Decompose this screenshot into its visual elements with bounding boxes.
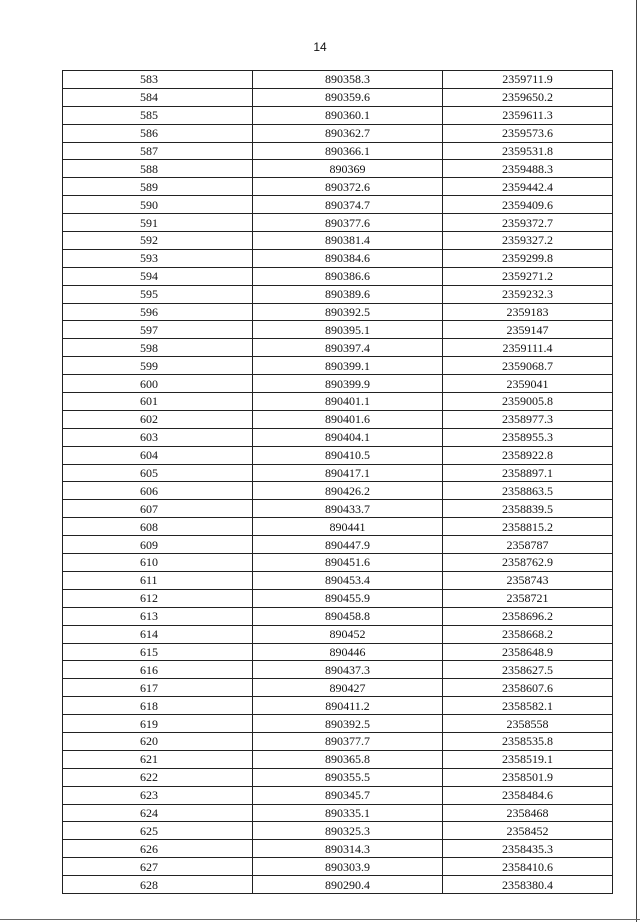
point-number-cell: 586 — [63, 124, 253, 142]
point-number-cell: 592 — [63, 232, 253, 250]
table-row — [63, 625, 613, 643]
y-coordinate-cell: 2358815.2 — [443, 518, 613, 536]
point-number-cell: 618 — [63, 697, 253, 715]
y-coordinate-cell: 2358839.5 — [443, 500, 613, 518]
table-row — [63, 303, 613, 321]
table-row — [63, 732, 613, 750]
table-row — [63, 285, 613, 303]
table-row — [63, 697, 613, 715]
point-number-cell: 591 — [63, 214, 253, 232]
point-number-cell: 622 — [63, 768, 253, 786]
point-number-cell: 605 — [63, 464, 253, 482]
table-row — [63, 357, 613, 375]
table-row — [63, 410, 613, 428]
table-row — [63, 518, 613, 536]
y-coordinate-cell: 2359442.4 — [443, 178, 613, 196]
point-number-cell: 610 — [63, 554, 253, 572]
x-coordinate-cell: 890446 — [253, 643, 443, 661]
point-number-cell: 598 — [63, 339, 253, 357]
y-coordinate-cell: 2359573.6 — [443, 124, 613, 142]
x-coordinate-cell: 890362.7 — [253, 124, 443, 142]
y-coordinate-cell: 2358863.5 — [443, 482, 613, 500]
y-coordinate-cell: 2358380.4 — [443, 876, 613, 894]
x-coordinate-cell: 890399.9 — [253, 375, 443, 393]
point-number-cell: 587 — [63, 142, 253, 160]
table-row — [63, 178, 613, 196]
table-row — [63, 786, 613, 804]
point-number-cell: 616 — [63, 661, 253, 679]
point-number-cell: 626 — [63, 840, 253, 858]
y-coordinate-cell: 2358582.1 — [443, 697, 613, 715]
table-row — [63, 554, 613, 572]
y-coordinate-cell: 2358762.9 — [443, 554, 613, 572]
y-coordinate-cell: 2358696.2 — [443, 607, 613, 625]
point-number-cell: 624 — [63, 804, 253, 822]
x-coordinate-cell: 890401.6 — [253, 410, 443, 428]
x-coordinate-cell: 890404.1 — [253, 428, 443, 446]
x-coordinate-cell: 890401.1 — [253, 393, 443, 411]
table-row — [63, 607, 613, 625]
table-row — [63, 589, 613, 607]
y-coordinate-cell: 2358787 — [443, 536, 613, 554]
table-row — [63, 804, 613, 822]
table-row — [63, 840, 613, 858]
y-coordinate-cell: 2358501.9 — [443, 768, 613, 786]
x-coordinate-cell: 890384.6 — [253, 249, 443, 267]
y-coordinate-cell: 2358435.3 — [443, 840, 613, 858]
y-coordinate-cell: 2359183 — [443, 303, 613, 321]
x-coordinate-cell: 890392.5 — [253, 303, 443, 321]
x-coordinate-cell: 890397.4 — [253, 339, 443, 357]
y-coordinate-cell: 2359611.3 — [443, 106, 613, 124]
point-number-cell: 602 — [63, 410, 253, 428]
y-coordinate-cell: 2358897.1 — [443, 464, 613, 482]
point-number-cell: 597 — [63, 321, 253, 339]
point-number-cell: 608 — [63, 518, 253, 536]
x-coordinate-cell: 890392.5 — [253, 715, 443, 733]
point-number-cell: 601 — [63, 393, 253, 411]
x-coordinate-cell: 890365.8 — [253, 750, 443, 768]
y-coordinate-cell: 2358648.9 — [443, 643, 613, 661]
point-number-cell: 596 — [63, 303, 253, 321]
point-number-cell: 599 — [63, 357, 253, 375]
y-coordinate-cell: 2359299.8 — [443, 249, 613, 267]
point-number-cell: 604 — [63, 446, 253, 464]
table-row — [63, 464, 613, 482]
x-coordinate-cell: 890452 — [253, 625, 443, 643]
x-coordinate-cell: 890345.7 — [253, 786, 443, 804]
x-coordinate-cell: 890360.1 — [253, 106, 443, 124]
x-coordinate-cell: 890458.8 — [253, 607, 443, 625]
y-coordinate-cell: 2358977.3 — [443, 410, 613, 428]
x-coordinate-cell: 890410.5 — [253, 446, 443, 464]
point-number-cell: 612 — [63, 589, 253, 607]
y-coordinate-cell: 2359041 — [443, 375, 613, 393]
table-row — [63, 679, 613, 697]
table-row — [63, 232, 613, 250]
x-coordinate-cell: 890366.1 — [253, 142, 443, 160]
y-coordinate-cell: 2358922.8 — [443, 446, 613, 464]
x-coordinate-cell: 890314.3 — [253, 840, 443, 858]
y-coordinate-cell: 2358743 — [443, 571, 613, 589]
point-number-cell: 583 — [63, 71, 253, 89]
table-row — [63, 768, 613, 786]
table-row — [63, 500, 613, 518]
y-coordinate-cell: 2358558 — [443, 715, 613, 733]
x-coordinate-cell: 890381.4 — [253, 232, 443, 250]
x-coordinate-cell: 890395.1 — [253, 321, 443, 339]
x-coordinate-cell: 890426.2 — [253, 482, 443, 500]
table-row — [63, 267, 613, 285]
table-row — [63, 482, 613, 500]
y-coordinate-cell: 2359147 — [443, 321, 613, 339]
x-coordinate-cell: 890433.7 — [253, 500, 443, 518]
point-number-cell: 600 — [63, 375, 253, 393]
y-coordinate-cell: 2358535.8 — [443, 732, 613, 750]
table-row — [63, 571, 613, 589]
table-row — [63, 124, 613, 142]
y-coordinate-cell: 2359068.7 — [443, 357, 613, 375]
table-row — [63, 715, 613, 733]
y-coordinate-cell: 2359409.6 — [443, 196, 613, 214]
point-number-cell: 595 — [63, 285, 253, 303]
y-coordinate-cell: 2359232.3 — [443, 285, 613, 303]
table-row — [63, 822, 613, 840]
table-row — [63, 214, 613, 232]
y-coordinate-cell: 2358607.6 — [443, 679, 613, 697]
point-number-cell: 588 — [63, 160, 253, 178]
point-number-cell: 593 — [63, 249, 253, 267]
y-coordinate-cell: 2359005.8 — [443, 393, 613, 411]
y-coordinate-cell: 2358721 — [443, 589, 613, 607]
table-row — [63, 446, 613, 464]
y-coordinate-cell: 2359327.2 — [443, 232, 613, 250]
x-coordinate-cell: 890453.4 — [253, 571, 443, 589]
point-number-cell: 594 — [63, 267, 253, 285]
table-row — [63, 339, 613, 357]
point-number-cell: 628 — [63, 876, 253, 894]
x-coordinate-cell: 890325.3 — [253, 822, 443, 840]
point-number-cell: 619 — [63, 715, 253, 733]
point-number-cell: 590 — [63, 196, 253, 214]
x-coordinate-cell: 890455.9 — [253, 589, 443, 607]
y-coordinate-cell: 2358410.6 — [443, 858, 613, 876]
x-coordinate-cell: 890303.9 — [253, 858, 443, 876]
point-number-cell: 613 — [63, 607, 253, 625]
table-row — [63, 106, 613, 124]
point-number-cell: 607 — [63, 500, 253, 518]
table-row — [63, 876, 613, 894]
y-coordinate-cell: 2359531.8 — [443, 142, 613, 160]
point-number-cell: 585 — [63, 106, 253, 124]
y-coordinate-cell: 2359372.7 — [443, 214, 613, 232]
point-number-cell: 584 — [63, 88, 253, 106]
x-coordinate-cell: 890451.6 — [253, 554, 443, 572]
point-number-cell: 614 — [63, 625, 253, 643]
table-row — [63, 375, 613, 393]
table-row — [63, 160, 613, 178]
x-coordinate-cell: 890411.2 — [253, 697, 443, 715]
point-number-cell: 621 — [63, 750, 253, 768]
y-coordinate-cell: 2359488.3 — [443, 160, 613, 178]
y-coordinate-cell: 2359271.2 — [443, 267, 613, 285]
table-row — [63, 321, 613, 339]
page-edge-right — [636, 0, 637, 922]
x-coordinate-cell: 890372.6 — [253, 178, 443, 196]
table-row — [63, 750, 613, 768]
x-coordinate-cell: 890437.3 — [253, 661, 443, 679]
y-coordinate-cell: 2359650.2 — [443, 88, 613, 106]
x-coordinate-cell: 890335.1 — [253, 804, 443, 822]
y-coordinate-cell: 2358452 — [443, 822, 613, 840]
x-coordinate-cell: 890447.9 — [253, 536, 443, 554]
x-coordinate-cell: 890417.1 — [253, 464, 443, 482]
coordinates-table — [62, 70, 613, 894]
y-coordinate-cell: 2359111.4 — [443, 339, 613, 357]
point-number-cell: 625 — [63, 822, 253, 840]
point-number-cell: 620 — [63, 732, 253, 750]
table-row — [63, 661, 613, 679]
page-number: 14 — [313, 40, 327, 54]
point-number-cell: 589 — [63, 178, 253, 196]
y-coordinate-cell: 2359711.9 — [443, 71, 613, 89]
x-coordinate-cell: 890374.7 — [253, 196, 443, 214]
point-number-cell: 611 — [63, 571, 253, 589]
x-coordinate-cell: 890389.6 — [253, 285, 443, 303]
point-number-cell: 615 — [63, 643, 253, 661]
x-coordinate-cell: 890369 — [253, 160, 443, 178]
coordinates-table-body — [63, 71, 613, 894]
table-row — [63, 428, 613, 446]
table-row — [63, 393, 613, 411]
table-row — [63, 196, 613, 214]
page-edge-bottom — [0, 919, 640, 920]
table-row — [63, 88, 613, 106]
y-coordinate-cell: 2358668.2 — [443, 625, 613, 643]
y-coordinate-cell: 2358484.6 — [443, 786, 613, 804]
x-coordinate-cell: 890441 — [253, 518, 443, 536]
point-number-cell: 627 — [63, 858, 253, 876]
y-coordinate-cell: 2358468 — [443, 804, 613, 822]
x-coordinate-cell: 890359.6 — [253, 88, 443, 106]
x-coordinate-cell: 890377.7 — [253, 732, 443, 750]
table-row — [63, 858, 613, 876]
table-row — [63, 142, 613, 160]
x-coordinate-cell: 890399.1 — [253, 357, 443, 375]
y-coordinate-cell: 2358955.3 — [443, 428, 613, 446]
x-coordinate-cell: 890377.6 — [253, 214, 443, 232]
x-coordinate-cell: 890290.4 — [253, 876, 443, 894]
table-row — [63, 536, 613, 554]
x-coordinate-cell: 890427 — [253, 679, 443, 697]
y-coordinate-cell: 2358627.5 — [443, 661, 613, 679]
x-coordinate-cell: 890358.3 — [253, 71, 443, 89]
point-number-cell: 606 — [63, 482, 253, 500]
table-row — [63, 643, 613, 661]
table-row — [63, 71, 613, 89]
table-row — [63, 249, 613, 267]
y-coordinate-cell: 2358519.1 — [443, 750, 613, 768]
point-number-cell: 623 — [63, 786, 253, 804]
x-coordinate-cell: 890386.6 — [253, 267, 443, 285]
x-coordinate-cell: 890355.5 — [253, 768, 443, 786]
point-number-cell: 609 — [63, 536, 253, 554]
point-number-cell: 617 — [63, 679, 253, 697]
point-number-cell: 603 — [63, 428, 253, 446]
